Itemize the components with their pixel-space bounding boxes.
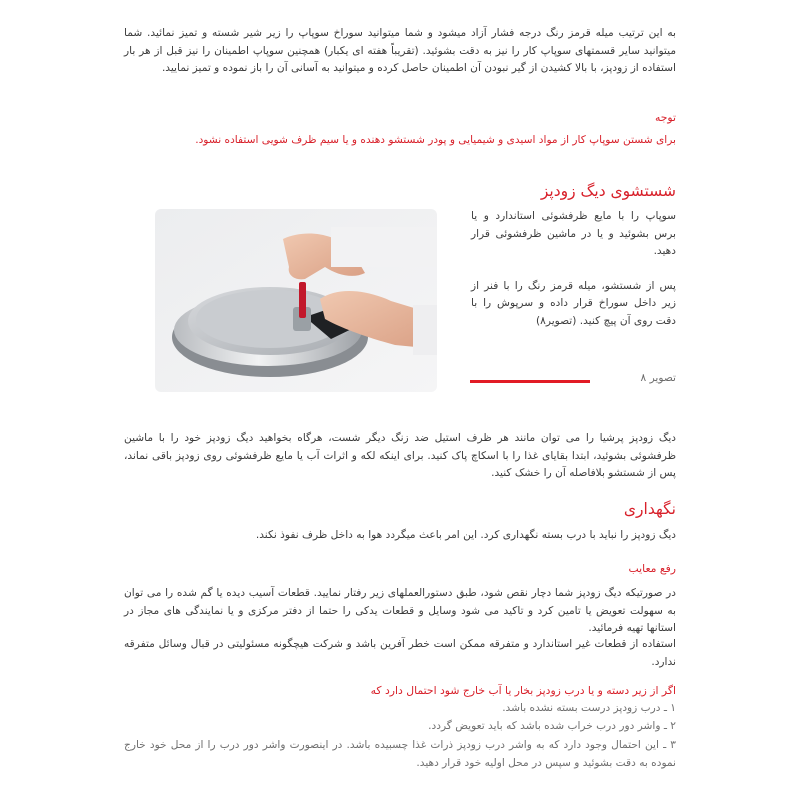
issue-item-3: ۳ ـ این احتمال وجود دارد که به واشر درب زودپز ذرات غذا چسبیده باشد. در اینصورت واشر دور درب را از محل خود خارج نموده به دقت بشوئید و سپس در محل اولیه خود قرار دهید. <box>124 739 676 769</box>
figure-caption-row <box>470 372 676 390</box>
note-title: توجه <box>654 111 676 124</box>
issue-item-2: ۲ ـ واشر دور درب خراب شده باشد که باید تعویض گردد. <box>428 720 676 732</box>
storage-title: نگهداری <box>623 500 676 518</box>
troubleshoot-title: رفع معایب <box>628 562 676 575</box>
troubleshoot-para1: در صورتیکه دیگ زودپز شما دچار نقص شود، طبق دستورالعملهای زیر رفتار نمایید. قطعات آسیب دیده یا گم شده را می توان به سهولت تعویض یا تامین کرد و تاکید می شود وسایل و قطعات یدکی را حتما از دفتر مرکزی و یا نمایندگی های مجاز در استانها تهیه فرمائید. <box>124 587 676 634</box>
pot-paragraph: دیگ زودپز پرشیا را می توان مانند هر ظرف استیل ضد زنگ دیگر شست، هرگاه بخواهید دیگ زودپز خود را با ماشین ظرفشوئی بشوئید، ابتدا بقایای غذا را با اسکاچ پاک کنید. برای اینکه لکه و اثرات آب یا مایع ظرفشوئی روی زودپز باقی نماند، پس از شستشو بلافاصله آن را خشک کنید. <box>124 432 676 479</box>
intro-paragraph: به این ترتیب میله قرمز رنگ درجه فشار آزاد میشود و شما میتوانید سوراخ سوپاپ را زیر شیر شسته و تمیز نمائید. شما میتوانید سایر قسمتهای سوپاپ کار را نیز به دقت بشوئید. (تقریباً هفته ای یکبار) همچنین سوپاپ اطمینان را نیز قبل از هر بار استفاده از زودپز، با بالا کشیدن از گیر نبودن آن اطمینان حاصل کرده و میتوانید به آسانی آن را باز نموده و تمیز نمایید. <box>124 27 676 74</box>
pot-wash-text <box>471 208 676 347</box>
figure-8-photo <box>155 209 437 392</box>
note-text: برای شستن سوپاپ کار از مواد اسیدی و شیمیایی و پودر شستشو دهنده و یا سیم ظرف شویی استفاده نشود. <box>195 134 676 146</box>
caption-accent-line <box>470 380 590 383</box>
pot-wash-title: شستشوی دیگ زودپز <box>540 182 676 200</box>
troubleshoot-para2: استفاده از قطعات غیر استاندارد و متفرقه ممکن است خطر آفرین باشد و شرکت هیچگونه مسئولیتی در قبال وسائل متفرقه ندارد. <box>124 638 676 668</box>
figure-caption: تصویر ۸ <box>640 372 676 384</box>
pot-wash-para1: سوپاپ را با مایع ظرفشوئی استاندارد و یا برس بشوئید و یا در ماشین ظرفشوئی قرار دهید. <box>471 210 676 257</box>
issue-item-1: ۱ ـ درب زودپز درست بسته نشده باشد. <box>502 702 676 714</box>
issue-title: اگر از زیر دسته و یا درب زودپز بخار یا آب خارج شود احتمال دارد که <box>370 684 676 697</box>
storage-text: دیگ زودپز را نباید با درب بسته نگهداری کرد. این امر باعث میگردد هوا به داخل ظرف نفوذ نکند. <box>255 529 676 541</box>
pot-wash-para2: پس از شستشو، میله قرمز رنگ را با فنر از زیر داخل سوراخ قرار داده و سرپوش را با دقت روی آن پیچ کنید. (تصویر۸) <box>471 279 676 327</box>
